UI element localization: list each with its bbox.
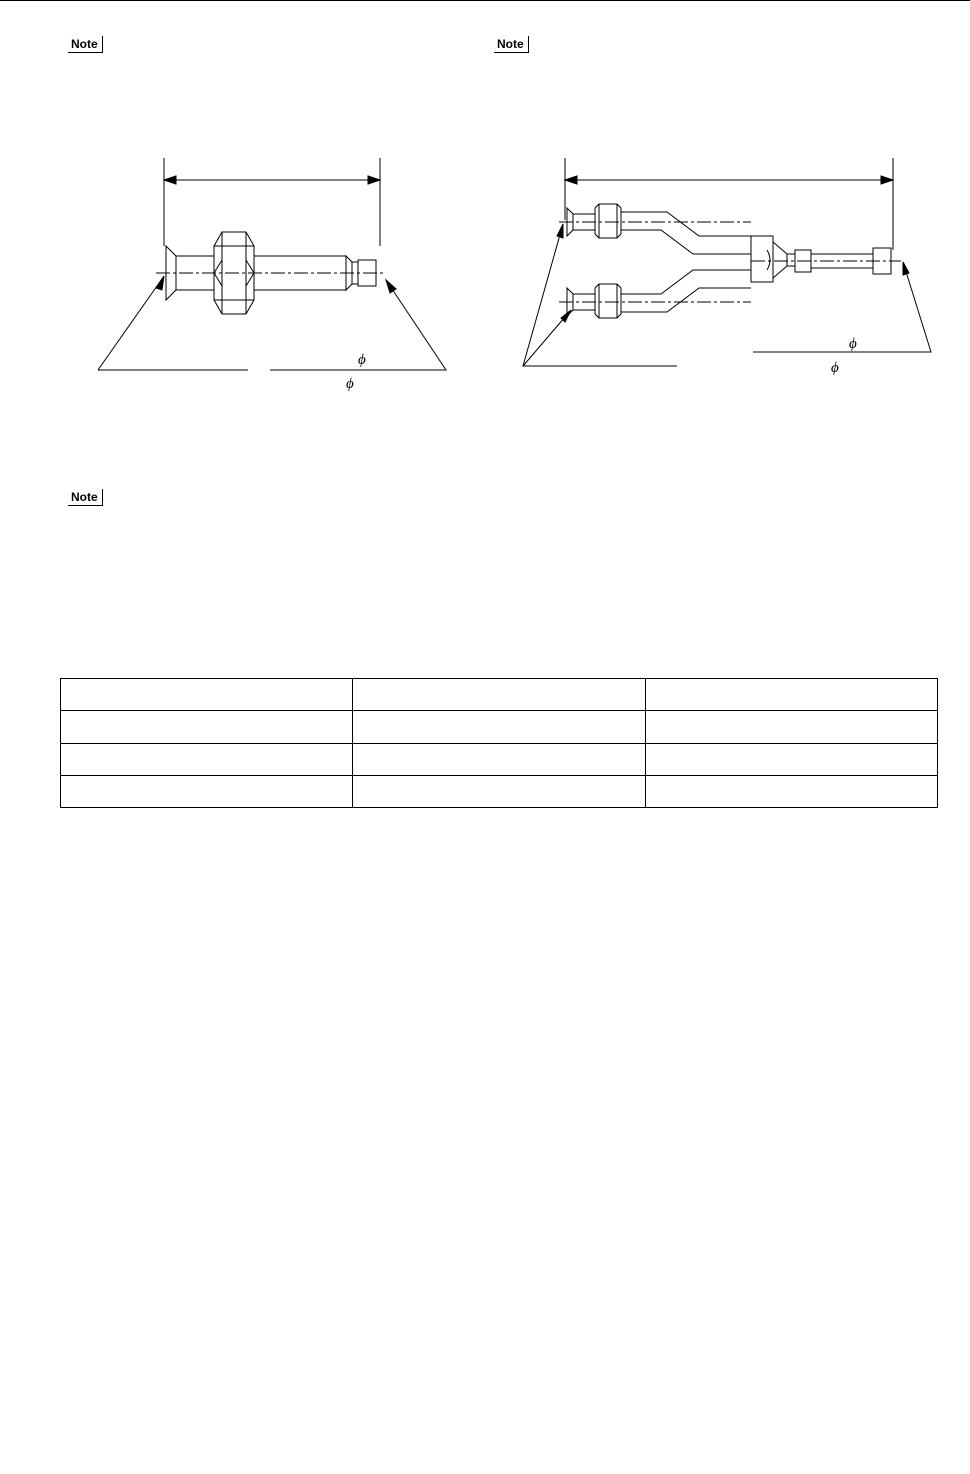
branch-joint-diagram bbox=[515, 150, 950, 395]
reducer-joint-diagram bbox=[90, 150, 460, 395]
dimension-arrow-left bbox=[565, 176, 577, 184]
table-cell bbox=[61, 775, 353, 807]
upper-branch-top bbox=[621, 212, 751, 236]
table-cell bbox=[353, 711, 645, 743]
table-cell bbox=[61, 679, 353, 711]
upper-branch-bottom bbox=[621, 230, 751, 254]
leader-line-upper bbox=[523, 224, 677, 366]
phi-symbol-upper: ϕ bbox=[849, 336, 857, 352]
leader-arrow-left bbox=[156, 276, 164, 290]
table-cell bbox=[645, 711, 937, 743]
dimension-arrow-right bbox=[368, 176, 380, 184]
leader-line-left bbox=[98, 276, 164, 370]
lower-branch-top bbox=[621, 270, 751, 294]
table-row bbox=[61, 743, 938, 775]
table-row bbox=[61, 679, 938, 711]
phi-symbol-lower: ϕ bbox=[831, 360, 839, 376]
table-cell bbox=[61, 743, 353, 775]
note-badge-left: Note bbox=[68, 36, 103, 53]
phi-symbol-lower: ϕ bbox=[346, 376, 354, 392]
leader-arrow-right bbox=[386, 280, 396, 293]
note-badge-middle: Note bbox=[68, 489, 103, 506]
dimension-arrow-right bbox=[881, 176, 893, 184]
table-cell bbox=[353, 775, 645, 807]
leader-line-outlet bbox=[753, 262, 931, 352]
table-row bbox=[61, 711, 938, 743]
table-cell bbox=[61, 711, 353, 743]
spec-table bbox=[60, 678, 938, 808]
dimension-arrow-left bbox=[164, 176, 176, 184]
table-row bbox=[61, 775, 938, 807]
table-cell bbox=[645, 775, 937, 807]
table-cell bbox=[353, 679, 645, 711]
note-badge-right: Note bbox=[494, 36, 529, 53]
table-cell bbox=[645, 743, 937, 775]
header-rule bbox=[0, 0, 970, 1]
phi-symbol-upper: ϕ bbox=[358, 352, 366, 368]
table-cell bbox=[645, 679, 937, 711]
lower-branch-bottom bbox=[621, 288, 751, 312]
table-cell bbox=[353, 743, 645, 775]
